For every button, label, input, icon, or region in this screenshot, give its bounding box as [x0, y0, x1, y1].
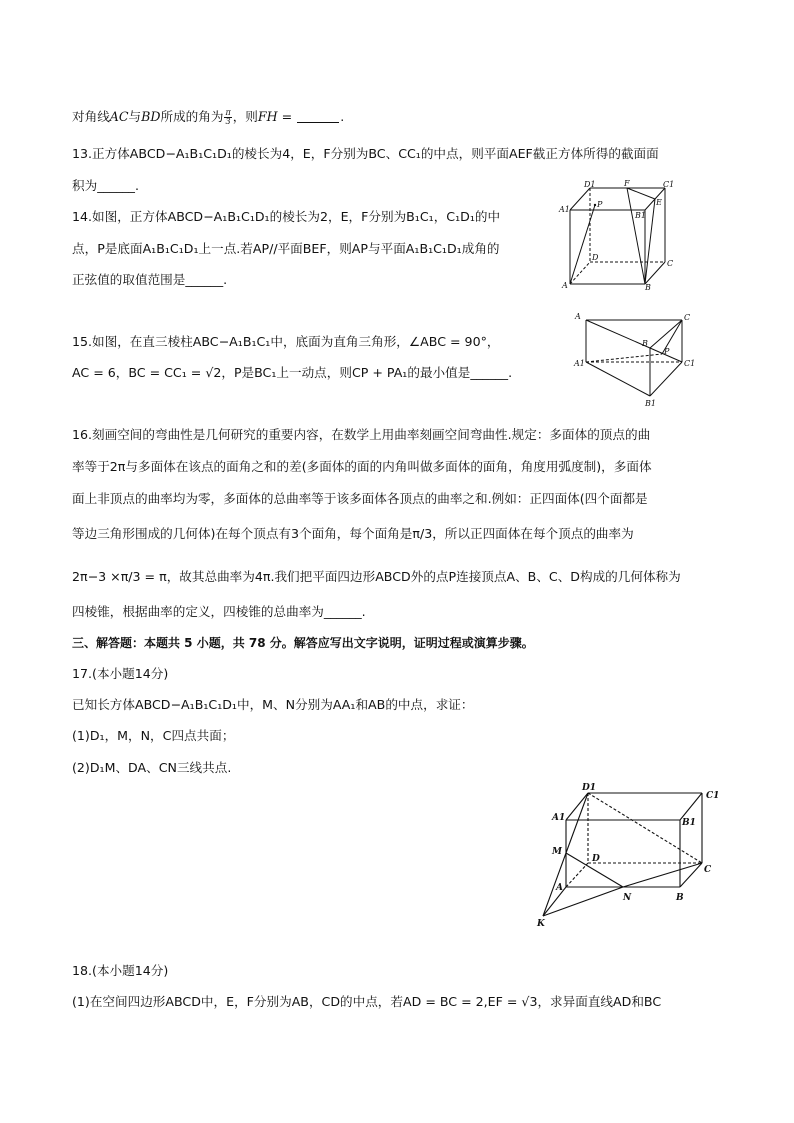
- q17-stem: 已知长方体ABCD−A₁B₁C₁D₁中，M、N分别为AA₁和AB的中点，求证：: [72, 697, 474, 712]
- label-N: N: [623, 893, 632, 903]
- q16-line5: 2π−3 ×π/3 = π，故其总曲率为4π.我们把平面四边形ABCD外的点P连接顶点A、B、C、D构成的几何体称为: [72, 569, 681, 584]
- label-B: B: [645, 283, 651, 292]
- label-A: A: [562, 281, 568, 290]
- q14-line3: 正弦值的取值范围是______.: [72, 272, 228, 287]
- q15-prism-figure: [572, 310, 702, 410]
- q14-cube-figure: [555, 178, 685, 298]
- answer-blank: [297, 110, 339, 123]
- label-A1: A1: [574, 359, 585, 368]
- q14-line1: 14.如图，正方体ABCD−A₁B₁C₁D₁的棱长为2，E，F分别为B₁C₁，C₁D₁的中: [72, 209, 501, 224]
- q15-line1: 15.如图，在直三棱柱ABC−A₁B₁C₁中，底面为直角三角形，∠ABC = 90°，: [72, 334, 500, 349]
- q15-line2: AC = 6，BC = CC₁ = √2，P是BC₁上一动点，则CP + PA₁的最小值是______.: [72, 365, 513, 380]
- q18-part1: (1)在空间四边形ABCD中，E，F分别为AB，CD的中点，若AD = BC = 2,EF = √3，求异面直线AD和BC: [72, 994, 662, 1009]
- label-B1: B1: [645, 399, 656, 408]
- label-A: A: [556, 883, 563, 893]
- q16-line2: 率等于2π与多面体在该点的面角之和的差(多面体的面的内角叫做多面体的面角，角度用弧度制)，多面体: [72, 459, 652, 474]
- q12-tail-line: 对角线AC与BD所成的角为 $\frac{\pi}{3}$ ，则FH = .: [72, 108, 345, 126]
- label-D: D: [592, 253, 599, 262]
- label-F: F: [624, 179, 630, 188]
- label-P: P: [664, 347, 670, 356]
- label-A1: A1: [559, 205, 570, 214]
- label-P: P: [597, 200, 603, 209]
- label-B1: B1: [682, 818, 696, 828]
- label-C: C: [684, 313, 691, 322]
- label-C1: C1: [684, 359, 696, 368]
- label-E: E: [656, 198, 662, 207]
- q13-line1: 13.正方体ABCD−A₁B₁C₁D₁的棱长为4，E，F分别为BC、CC₁的中点，则平面AEF截正方体所得的截面面: [72, 146, 659, 161]
- label-C1: C1: [663, 180, 675, 189]
- label-B: B: [676, 893, 684, 903]
- q17-title: 17.(本小题14分): [72, 666, 169, 681]
- label-K: K: [537, 919, 545, 929]
- label-D1: D1: [584, 180, 596, 189]
- q16-line3: 面上非顶点的曲率均为零，多面体的总曲率等于该多面体各顶点的曲率之和.例如：正四面体(四个面都是: [72, 491, 648, 506]
- label-C1: C1: [706, 791, 720, 801]
- label-A: A: [575, 312, 581, 321]
- q16-line4: 等边三角形围成的几何体)在每个顶点有3个面角，每个面角是π/3，所以正四面体在每个顶点的曲率为: [72, 526, 634, 541]
- label-M: M: [552, 847, 562, 857]
- label-B1: B1: [635, 211, 646, 220]
- q17-cuboid-figure: [530, 780, 720, 930]
- q14-line2: 点，P是底面A₁B₁C₁D₁上一点.若AP//平面BEF，则AP与平面A₁B₁C₁D₁成角的: [72, 241, 500, 256]
- q13-line2: 积为______.: [72, 178, 139, 193]
- section3-heading: 三、解答题：本题共 5 小题，共 78 分。解答应写出文字说明，证明过程或演算步骤。: [72, 636, 534, 650]
- q16-line6: 四棱锥，根据曲率的定义，四棱锥的总曲率为______.: [72, 604, 366, 619]
- q16-line1: 16.刻画空间的弯曲性是几何研究的重要内容，在数学上用曲率刻画空间弯曲性.规定：多面体的顶点的曲: [72, 427, 651, 442]
- label-C: C: [667, 259, 674, 268]
- label-D1: D1: [582, 783, 597, 793]
- q17-part1: (1)D₁，M，N，C四点共面；: [72, 728, 235, 743]
- label-D: D: [592, 854, 600, 864]
- label-A1: A1: [552, 813, 566, 823]
- q17-part2: (2)D₁M、DA、CN三线共点.: [72, 760, 232, 775]
- label-B: B: [642, 339, 648, 348]
- label-C: C: [704, 865, 712, 875]
- q18-title: 18.(本小题14分): [72, 963, 169, 978]
